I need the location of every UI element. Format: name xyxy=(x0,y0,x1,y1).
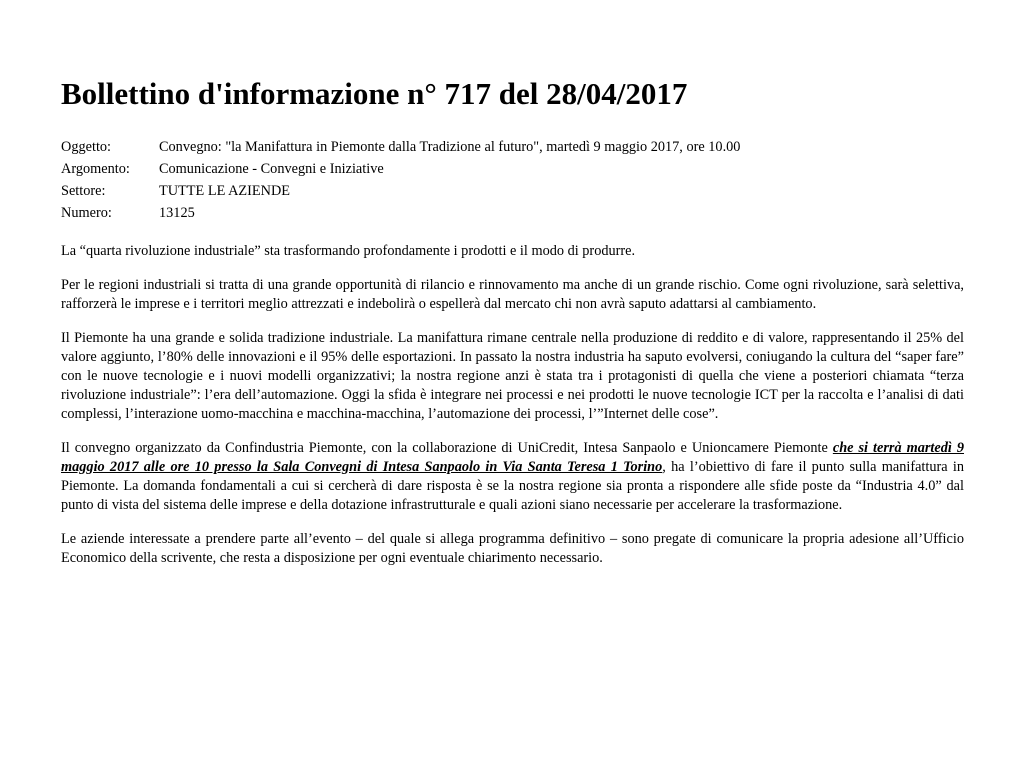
meta-key: Argomento: xyxy=(61,161,130,177)
paragraph-convegno xyxy=(61,439,964,515)
paragraph-convegno-end: , ha l’obiettivo di fare il punto sulla manifattura in Piemonte. La domanda fondamentali a cui si cercherà di dare risposta è se la nostra regione sia pronta a rispondere alle sfide poste da “Industria 4.0” dal punto di vista del sistema delle imprese e della dotazione infrastrutturale e quali azioni siano necessarie per accelerare la trasformazione. xyxy=(61,459,964,513)
event-details-highlight: che si terrà martedì 9 maggio 2017 alle ore 10 presso la Sala Convegni di Intesa Sanpaolo in Via Santa Teresa 1 Torino xyxy=(61,440,964,475)
meta-value: Convegno: "la Manifattura in Piemonte dalla Tradizione al futuro", martedì 9 maggio 2017, ore 10.00 xyxy=(159,139,741,155)
meta-row-settore xyxy=(61,180,964,202)
meta-key: Numero: xyxy=(61,205,112,221)
metadata-table xyxy=(61,136,964,224)
meta-row-oggetto xyxy=(61,136,964,158)
meta-value: Comunicazione - Convegni e Iniziative xyxy=(159,161,384,177)
meta-row-argomento xyxy=(61,158,964,180)
meta-key: Settore: xyxy=(61,183,106,199)
meta-row-numero xyxy=(61,202,964,224)
meta-value: 13125 xyxy=(159,205,195,221)
paragraph-opportunity: Per le regioni industriali si tratta di una grande opportunità di rilancio e rinnovamento ma anche di un grande rischio. Come ogni rivoluzione, sarà selettiva, rafforzerà le imprese e i territori meglio attrezzati e indebolirà o espellerà dal mercato chi non avrà saputo adattarsi al cambiamento. xyxy=(61,277,964,312)
paragraph-adesione: Le aziende interessate a prendere parte all’evento – del quale si allega programma definitivo – sono pregate di comunicare la propria adesione all’Ufficio Economico della scrivente, che resta a disposizione per ogni eventuale chiarimento necessario. xyxy=(61,531,964,566)
paragraph-piemonte-tradition: Il Piemonte ha una grande e solida tradizione industriale. La manifattura rimane centrale nella produzione di reddito e di valore, rappresentando il 25% del valore aggiunto, l’80% delle innovazioni e il 95% delle esportazioni. In passato la nostra industria ha saputo evolversi, coniugando la cultura del “saper fare” con le nuove tecnologie e i nuovi modelli organizzativi; la nostra regione anzi è stata tra i protagonisti di quella che viene a posteriori chiamata “terza rivoluzione industriale”: l’era dell’automazione. Oggi la sfida è integrare nei processi e nei prodotti le nuove tecnologie ICT per la raccolta e l’analisi di dati complessi, l’interazione uomo-macchina e macchina-macchina, l’automazione dei processi, l’”Internet delle cose”. xyxy=(61,330,964,422)
meta-value: TUTTE LE AZIENDE xyxy=(159,183,291,199)
article-body xyxy=(61,242,964,568)
paragraph-convegno-start: Il convegno organizzato da Confindustria Piemonte, con la collaborazione di UniCredit, Intesa Sanpaolo e Unioncamere Piemonte xyxy=(61,440,833,456)
page-title: Bollettino d'informazione n° 717 del 28/04/2017 xyxy=(61,76,688,111)
paragraph-intro: La “quarta rivoluzione industriale” sta trasformando profondamente i prodotti e il modo di produrre. xyxy=(61,243,636,259)
meta-key: Oggetto: xyxy=(61,139,112,155)
